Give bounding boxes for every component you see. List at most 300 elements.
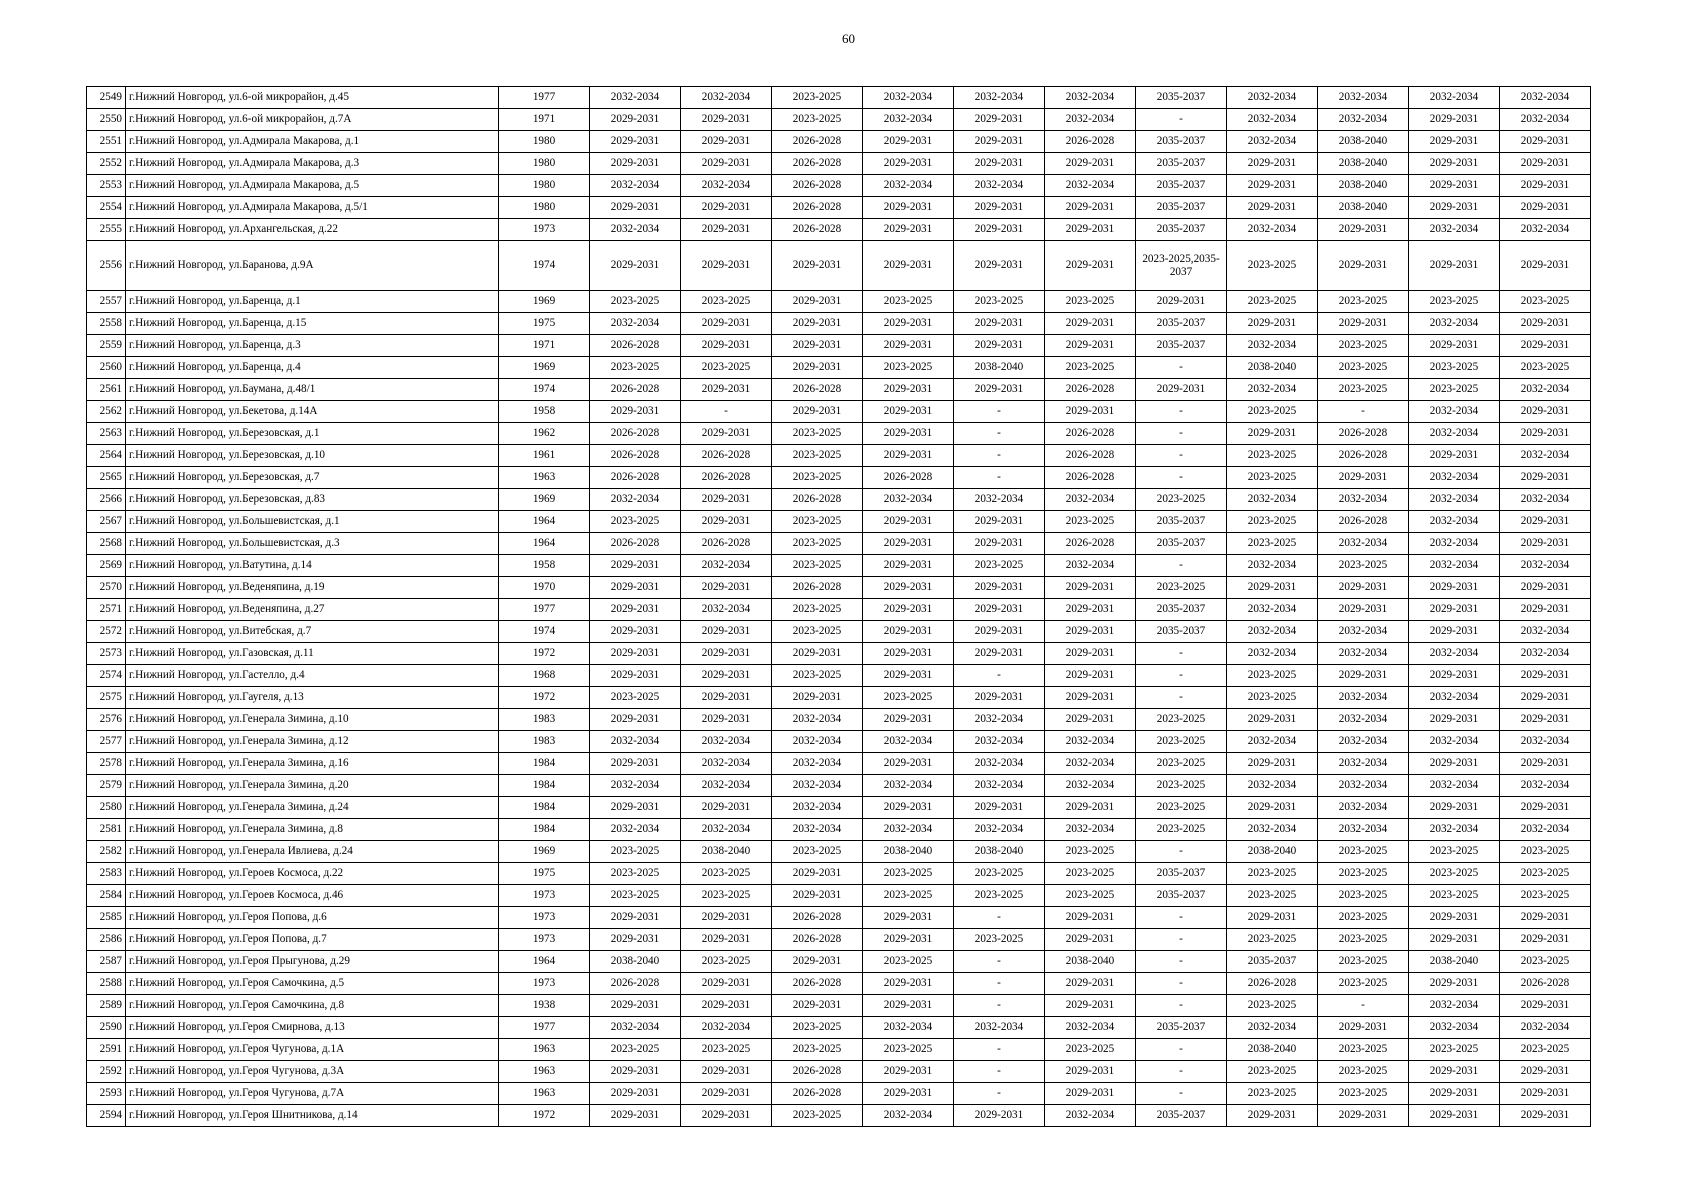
period-cell: 2029-2031 <box>1500 1061 1591 1083</box>
year-cell: 1977 <box>499 599 590 621</box>
period-cell: - <box>1136 445 1227 467</box>
period-cell: 2023-2025 <box>863 885 954 907</box>
period-cell: 2029-2031 <box>954 131 1045 153</box>
year-cell: 1969 <box>499 291 590 313</box>
period-cell: 2026-2028 <box>590 379 681 401</box>
period-cell: 2032-2034 <box>1227 109 1318 131</box>
period-cell: 2029-2031 <box>681 335 772 357</box>
period-cell: 2029-2031 <box>863 241 954 291</box>
period-cell: 2029-2031 <box>1227 1105 1318 1127</box>
address-cell: г.Нижний Новгород, ул.Героев Космоса, д.22 <box>126 863 499 885</box>
period-cell: 2032-2034 <box>1318 753 1409 775</box>
period-cell: 2029-2031 <box>1045 995 1136 1017</box>
period-cell: 2023-2025 <box>954 291 1045 313</box>
period-cell: 2032-2034 <box>1227 643 1318 665</box>
address-cell: г.Нижний Новгород, ул.Березовская, д.10 <box>126 445 499 467</box>
period-cell: 2029-2031 <box>590 555 681 577</box>
period-cell: - <box>1136 951 1227 973</box>
row-number-cell: 2564 <box>87 445 126 467</box>
row-number-cell: 2581 <box>87 819 126 841</box>
period-cell: 2029-2031 <box>1500 929 1591 951</box>
period-cell: 2032-2034 <box>1500 621 1591 643</box>
period-cell: 2032-2034 <box>1409 313 1500 335</box>
table-row <box>87 1039 1591 1061</box>
period-cell: 2029-2031 <box>772 241 863 291</box>
period-cell: 2029-2031 <box>590 797 681 819</box>
period-cell: 2029-2031 <box>863 401 954 423</box>
period-cell: 2029-2031 <box>954 109 1045 131</box>
period-cell: 2023-2025 <box>772 1105 863 1127</box>
row-number-cell: 2593 <box>87 1083 126 1105</box>
period-cell: 2023-2025 <box>681 863 772 885</box>
period-cell: 2023-2025 <box>772 841 863 863</box>
period-cell: 2029-2031 <box>681 511 772 533</box>
year-cell: 1975 <box>499 313 590 335</box>
period-cell: 2032-2034 <box>772 775 863 797</box>
period-cell: 2029-2031 <box>1500 313 1591 335</box>
period-cell: 2023-2025 <box>1136 731 1227 753</box>
period-cell: 2023-2025 <box>1136 753 1227 775</box>
period-cell: 2029-2031 <box>590 577 681 599</box>
year-cell: 1980 <box>499 153 590 175</box>
address-cell: г.Нижний Новгород, ул.Генерала Зимина, д.24 <box>126 797 499 819</box>
period-cell: 2029-2031 <box>681 973 772 995</box>
period-cell: 2029-2031 <box>1409 445 1500 467</box>
period-cell: 2023-2025 <box>1318 335 1409 357</box>
period-cell: 2038-2040 <box>863 841 954 863</box>
period-cell: - <box>954 1061 1045 1083</box>
table-row <box>87 775 1591 797</box>
period-cell: 2023-2025 <box>1318 951 1409 973</box>
period-cell: 2029-2031 <box>681 577 772 599</box>
address-cell: г.Нижний Новгород, ул.Героя Смирнова, д.13 <box>126 1017 499 1039</box>
period-cell: 2035-2037 <box>1136 219 1227 241</box>
period-cell: 2029-2031 <box>1500 665 1591 687</box>
period-cell: 2035-2037 <box>1136 153 1227 175</box>
period-cell: 2023-2025 <box>1318 1039 1409 1061</box>
period-cell: 2026-2028 <box>772 489 863 511</box>
period-cell: 2023-2025 <box>1409 379 1500 401</box>
period-cell: 2032-2034 <box>1500 731 1591 753</box>
address-cell: г.Нижний Новгород, ул.Генерала Зимина, д.20 <box>126 775 499 797</box>
period-cell: 2029-2031 <box>1318 313 1409 335</box>
row-number-cell: 2577 <box>87 731 126 753</box>
year-cell: 1973 <box>499 973 590 995</box>
period-cell: - <box>1136 841 1227 863</box>
year-cell: 1968 <box>499 665 590 687</box>
address-cell: г.Нижний Новгород, ул.Газовская, д.11 <box>126 643 499 665</box>
period-cell: 2023-2025 <box>1045 511 1136 533</box>
period-cell: 2023-2025 <box>1227 445 1318 467</box>
period-cell: 2029-2031 <box>772 313 863 335</box>
period-cell: 2032-2034 <box>863 1105 954 1127</box>
period-cell: - <box>954 467 1045 489</box>
table-row <box>87 131 1591 153</box>
period-cell: 2029-2031 <box>1500 467 1591 489</box>
period-cell: 2029-2031 <box>590 109 681 131</box>
period-cell: 2029-2031 <box>1409 599 1500 621</box>
address-cell: г.Нижний Новгород, ул.Баренца, д.1 <box>126 291 499 313</box>
period-cell: 2023-2025 <box>772 533 863 555</box>
period-cell: 2023-2025 <box>590 357 681 379</box>
table-row <box>87 197 1591 219</box>
period-cell: - <box>1136 643 1227 665</box>
row-number-cell: 2572 <box>87 621 126 643</box>
period-cell: 2029-2031 <box>1045 973 1136 995</box>
period-cell: 2029-2031 <box>863 131 954 153</box>
period-cell: - <box>1136 555 1227 577</box>
period-cell: 2029-2031 <box>681 709 772 731</box>
period-cell: 2023-2025 <box>1318 885 1409 907</box>
period-cell: 2032-2034 <box>590 175 681 197</box>
period-cell: 2029-2031 <box>1318 219 1409 241</box>
period-cell: 2029-2031 <box>1318 665 1409 687</box>
period-cell: 2023-2025 <box>1500 291 1591 313</box>
period-cell: 2029-2031 <box>863 445 954 467</box>
period-cell: 2029-2031 <box>863 313 954 335</box>
row-number-cell: 2585 <box>87 907 126 929</box>
period-cell: 2026-2028 <box>590 335 681 357</box>
table-row <box>87 599 1591 621</box>
period-cell: 2029-2031 <box>681 665 772 687</box>
period-cell: 2032-2034 <box>590 731 681 753</box>
period-cell: 2029-2031 <box>1409 577 1500 599</box>
address-cell: г.Нижний Новгород, ул.Баренца, д.3 <box>126 335 499 357</box>
period-cell: 2029-2031 <box>954 511 1045 533</box>
year-cell: 1964 <box>499 533 590 555</box>
period-cell: 2029-2031 <box>863 621 954 643</box>
period-cell: 2026-2028 <box>772 1083 863 1105</box>
period-cell: 2029-2031 <box>1318 1105 1409 1127</box>
period-cell: 2032-2034 <box>954 753 1045 775</box>
period-cell: 2032-2034 <box>1045 731 1136 753</box>
period-cell: 2038-2040 <box>1318 197 1409 219</box>
period-cell: 2032-2034 <box>1045 753 1136 775</box>
period-cell: 2032-2034 <box>590 819 681 841</box>
period-cell: 2023-2025 <box>1136 489 1227 511</box>
year-cell: 1964 <box>499 951 590 973</box>
period-cell: 2032-2034 <box>954 709 1045 731</box>
period-cell: 2023-2025 <box>1318 379 1409 401</box>
period-cell: 2023-2025 <box>590 511 681 533</box>
row-number-cell: 2576 <box>87 709 126 731</box>
period-cell: 2029-2031 <box>772 401 863 423</box>
year-cell: 1974 <box>499 621 590 643</box>
period-cell: 2026-2028 <box>1045 533 1136 555</box>
year-cell: 1984 <box>499 775 590 797</box>
period-cell: - <box>1136 687 1227 709</box>
period-cell: - <box>1136 1083 1227 1105</box>
row-number-cell: 2554 <box>87 197 126 219</box>
period-cell: - <box>954 995 1045 1017</box>
period-cell: 2035-2037 <box>1136 885 1227 907</box>
period-cell: 2038-2040 <box>1409 951 1500 973</box>
period-cell: 2032-2034 <box>1409 775 1500 797</box>
year-cell: 1958 <box>499 401 590 423</box>
row-number-cell: 2553 <box>87 175 126 197</box>
period-cell: - <box>1136 357 1227 379</box>
table-row <box>87 797 1591 819</box>
period-cell: 2032-2034 <box>1500 87 1591 109</box>
row-number-cell: 2557 <box>87 291 126 313</box>
table-row <box>87 533 1591 555</box>
period-cell: 2023-2025 <box>772 87 863 109</box>
period-cell: 2023-2025 <box>1409 1039 1500 1061</box>
period-cell: 2023-2025 <box>1136 577 1227 599</box>
period-cell: 2023-2025 <box>1500 841 1591 863</box>
year-cell: 1963 <box>499 1039 590 1061</box>
address-cell: г.Нижний Новгород, ул.Генерала Зимина, д.8 <box>126 819 499 841</box>
period-cell: 2032-2034 <box>681 87 772 109</box>
period-cell: 2029-2031 <box>1045 621 1136 643</box>
year-cell: 1970 <box>499 577 590 599</box>
period-cell: 2032-2034 <box>1227 599 1318 621</box>
period-cell: 2032-2034 <box>1500 643 1591 665</box>
period-cell: 2029-2031 <box>1500 753 1591 775</box>
period-cell: 2029-2031 <box>590 709 681 731</box>
address-cell: г.Нижний Новгород, ул.Большевистская, д.1 <box>126 511 499 533</box>
period-cell: 2032-2034 <box>590 219 681 241</box>
period-cell: 2029-2031 <box>1500 131 1591 153</box>
table-row <box>87 335 1591 357</box>
row-number-cell: 2565 <box>87 467 126 489</box>
period-cell: 2032-2034 <box>1318 643 1409 665</box>
table-row <box>87 555 1591 577</box>
year-cell: 1969 <box>499 489 590 511</box>
period-cell: 2029-2031 <box>1409 973 1500 995</box>
table-row <box>87 709 1591 731</box>
period-cell: 2029-2031 <box>1500 175 1591 197</box>
period-cell: 2029-2031 <box>681 1083 772 1105</box>
period-cell: 2032-2034 <box>1227 335 1318 357</box>
year-cell: 1971 <box>499 109 590 131</box>
period-cell: 2029-2031 <box>1409 907 1500 929</box>
period-cell: 2032-2034 <box>590 1017 681 1039</box>
year-cell: 1963 <box>499 1083 590 1105</box>
period-cell: 2032-2034 <box>1227 621 1318 643</box>
period-cell: 2029-2031 <box>590 907 681 929</box>
year-cell: 1972 <box>499 643 590 665</box>
period-cell: 2026-2028 <box>590 423 681 445</box>
period-cell: 2032-2034 <box>1409 643 1500 665</box>
period-cell: 2032-2034 <box>1227 87 1318 109</box>
period-cell: 2026-2028 <box>590 533 681 555</box>
row-number-cell: 2582 <box>87 841 126 863</box>
period-cell: 2029-2031 <box>681 153 772 175</box>
period-cell: 2032-2034 <box>772 819 863 841</box>
period-cell: 2029-2031 <box>954 313 1045 335</box>
period-cell: 2032-2034 <box>1409 995 1500 1017</box>
period-cell: 2029-2031 <box>681 797 772 819</box>
period-cell: 2032-2034 <box>1045 819 1136 841</box>
period-cell: 2032-2034 <box>954 175 1045 197</box>
row-number-cell: 2561 <box>87 379 126 401</box>
period-cell: 2023-2025 <box>1136 775 1227 797</box>
period-cell: 2029-2031 <box>1409 1061 1500 1083</box>
period-cell: 2029-2031 <box>1500 599 1591 621</box>
period-cell: 2038-2040 <box>1045 951 1136 973</box>
address-cell: г.Нижний Новгород, ул.Веденяпина, д.27 <box>126 599 499 621</box>
address-cell: г.Нижний Новгород, ул.Героя Попова, д.7 <box>126 929 499 951</box>
period-cell: 2029-2031 <box>954 197 1045 219</box>
period-cell: 2029-2031 <box>1227 175 1318 197</box>
period-cell: 2035-2037 <box>1136 621 1227 643</box>
period-cell: 2029-2031 <box>1227 907 1318 929</box>
period-cell: 2023-2025 <box>1318 555 1409 577</box>
period-cell: 2029-2031 <box>1045 1061 1136 1083</box>
year-cell: 1969 <box>499 841 590 863</box>
table-row <box>87 885 1591 907</box>
period-cell: 2032-2034 <box>1409 423 1500 445</box>
period-cell: 2038-2040 <box>590 951 681 973</box>
period-cell: 2029-2031 <box>681 907 772 929</box>
year-cell: 1962 <box>499 423 590 445</box>
row-number-cell: 2556 <box>87 241 126 291</box>
period-cell: 2029-2031 <box>590 1061 681 1083</box>
period-cell: 2029-2031 <box>1318 577 1409 599</box>
year-cell: 1958 <box>499 555 590 577</box>
period-cell: 2038-2040 <box>954 357 1045 379</box>
period-cell: - <box>1318 401 1409 423</box>
year-cell: 1972 <box>499 1105 590 1127</box>
period-cell: 2029-2031 <box>772 335 863 357</box>
period-cell: 2029-2031 <box>1500 335 1591 357</box>
period-cell: 2032-2034 <box>772 797 863 819</box>
period-cell: 2032-2034 <box>863 87 954 109</box>
year-cell: 1984 <box>499 797 590 819</box>
period-cell: 2029-2031 <box>863 533 954 555</box>
period-cell: 2026-2028 <box>772 929 863 951</box>
year-cell: 1974 <box>499 241 590 291</box>
period-cell: 2023-2025 <box>1318 291 1409 313</box>
period-cell: 2029-2031 <box>863 995 954 1017</box>
period-cell: 2029-2031 <box>1045 709 1136 731</box>
period-cell: 2026-2028 <box>772 973 863 995</box>
table-row <box>87 153 1591 175</box>
period-cell: 2023-2025 <box>590 885 681 907</box>
period-cell: 2026-2028 <box>1045 423 1136 445</box>
address-cell: г.Нижний Новгород, ул.Героя Прыгунова, д.29 <box>126 951 499 973</box>
period-cell: 2029-2031 <box>1045 335 1136 357</box>
period-cell: - <box>1136 423 1227 445</box>
period-cell: 2038-2040 <box>1318 131 1409 153</box>
row-number-cell: 2555 <box>87 219 126 241</box>
period-cell: 2023-2025 <box>681 951 772 973</box>
period-cell: 2032-2034 <box>863 775 954 797</box>
period-cell: 2035-2037 <box>1136 599 1227 621</box>
row-number-cell: 2550 <box>87 109 126 131</box>
address-cell: г.Нижний Новгород, ул.Адмирала Макарова, д.3 <box>126 153 499 175</box>
period-cell: 2029-2031 <box>1045 929 1136 951</box>
period-cell: 2029-2031 <box>1318 1017 1409 1039</box>
period-cell: 2026-2028 <box>772 197 863 219</box>
row-number-cell: 2566 <box>87 489 126 511</box>
period-cell: 2029-2031 <box>590 1105 681 1127</box>
year-cell: 1984 <box>499 819 590 841</box>
period-cell: 2023-2025 <box>1409 357 1500 379</box>
period-cell: 2026-2028 <box>1045 131 1136 153</box>
period-cell: 2032-2034 <box>1500 109 1591 131</box>
row-number-cell: 2552 <box>87 153 126 175</box>
period-cell: 2023-2025 <box>681 1039 772 1061</box>
period-cell: 2029-2031 <box>1045 907 1136 929</box>
period-cell: 2029-2031 <box>590 929 681 951</box>
year-cell: 1963 <box>499 467 590 489</box>
period-cell: 2032-2034 <box>1318 621 1409 643</box>
row-number-cell: 2589 <box>87 995 126 1017</box>
period-cell: 2023-2025 <box>954 885 1045 907</box>
address-cell: г.Нижний Новгород, ул.Адмирала Макарова, д.5 <box>126 175 499 197</box>
table-row <box>87 929 1591 951</box>
period-cell: 2023-2025 <box>1136 709 1227 731</box>
period-cell: 2023-2025 <box>1318 841 1409 863</box>
table-row <box>87 643 1591 665</box>
year-cell: 1973 <box>499 929 590 951</box>
period-cell: 2029-2031 <box>1045 797 1136 819</box>
period-cell: 2038-2040 <box>1318 153 1409 175</box>
period-cell: 2029-2031 <box>863 753 954 775</box>
period-cell: 2029-2031 <box>590 643 681 665</box>
row-number-cell: 2559 <box>87 335 126 357</box>
table-row <box>87 1017 1591 1039</box>
address-cell: г.Нижний Новгород, ул.Адмирала Макарова, д.1 <box>126 131 499 153</box>
year-cell: 1980 <box>499 197 590 219</box>
period-cell: 2032-2034 <box>1318 687 1409 709</box>
period-cell: 2029-2031 <box>1045 1083 1136 1105</box>
period-cell: 2035-2037 <box>1136 131 1227 153</box>
address-cell: г.Нижний Новгород, ул.Героя Чугунова, д.7А <box>126 1083 499 1105</box>
period-cell: 2023-2025 <box>1045 357 1136 379</box>
table-row <box>87 753 1591 775</box>
period-cell: 2032-2034 <box>681 175 772 197</box>
table-row <box>87 511 1591 533</box>
period-cell: 2029-2031 <box>1409 753 1500 775</box>
period-cell: 2029-2031 <box>1045 153 1136 175</box>
period-cell: 2023-2025 <box>1500 885 1591 907</box>
period-cell: 2032-2034 <box>1500 775 1591 797</box>
year-cell: 1983 <box>499 731 590 753</box>
table-row <box>87 291 1591 313</box>
period-cell: 2029-2031 <box>681 995 772 1017</box>
period-cell: 2023-2025 <box>590 863 681 885</box>
period-cell: 2032-2034 <box>1318 797 1409 819</box>
period-cell: 2032-2034 <box>1409 555 1500 577</box>
period-cell: 2032-2034 <box>681 731 772 753</box>
address-cell: г.Нижний Новгород, ул.Баумана, д.48/1 <box>126 379 499 401</box>
period-cell: 2023-2025 <box>1227 511 1318 533</box>
period-cell: 2029-2031 <box>954 219 1045 241</box>
row-number-cell: 2588 <box>87 973 126 995</box>
table-row <box>87 175 1591 197</box>
period-cell: 2029-2031 <box>1409 1083 1500 1105</box>
address-cell: г.Нижний Новгород, ул.Баранова, д.9А <box>126 241 499 291</box>
period-cell: 2032-2034 <box>1318 533 1409 555</box>
period-cell: 2029-2031 <box>1045 687 1136 709</box>
period-cell: 2029-2031 <box>1409 241 1500 291</box>
period-cell: 2029-2031 <box>1409 153 1500 175</box>
period-cell: 2032-2034 <box>681 599 772 621</box>
period-cell: 2032-2034 <box>1318 819 1409 841</box>
period-cell: - <box>1318 995 1409 1017</box>
period-cell: 2023-2025 <box>772 423 863 445</box>
period-cell: 2029-2031 <box>1045 219 1136 241</box>
period-cell: 2023-2025 <box>1227 665 1318 687</box>
period-cell: 2029-2031 <box>681 109 772 131</box>
period-cell: 2035-2037 <box>1136 1017 1227 1039</box>
period-cell: 2023-2025 <box>1409 291 1500 313</box>
year-cell: 1969 <box>499 357 590 379</box>
period-cell: 2023-2025 <box>1045 885 1136 907</box>
